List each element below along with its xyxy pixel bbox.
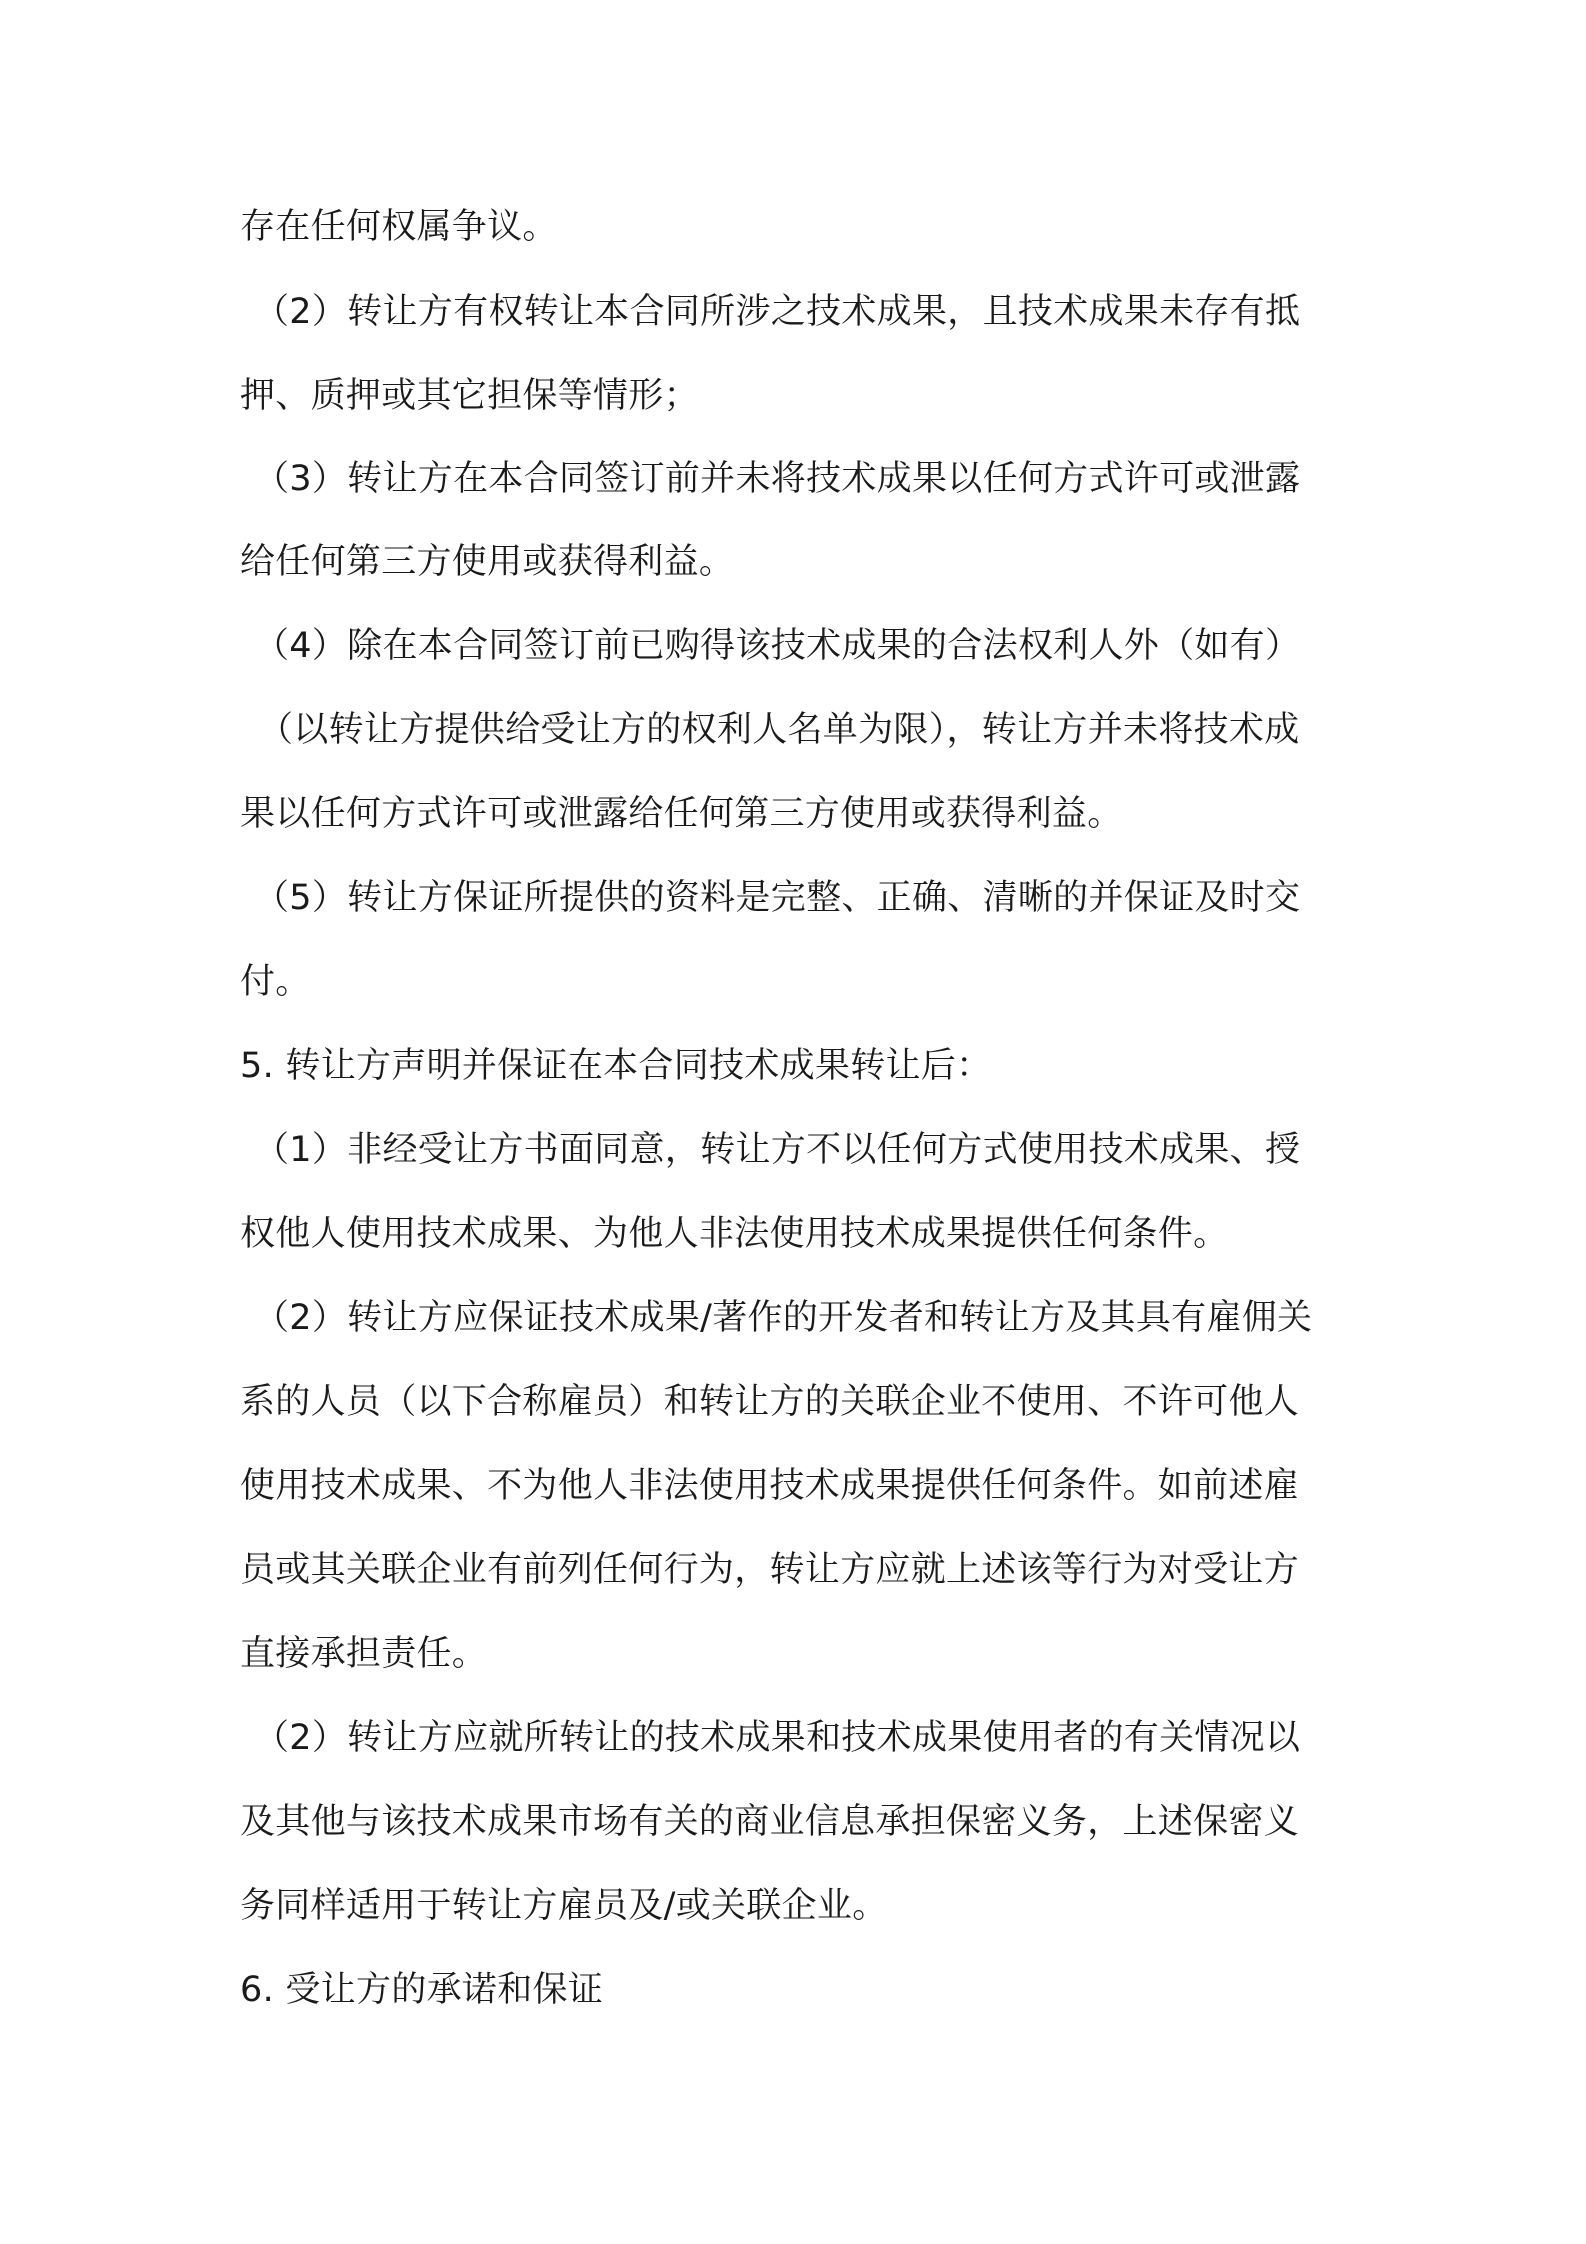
text-line: （3）转让方在本合同签订前并未将技术成果以任何方式许可或泄露 <box>254 459 1301 499</box>
text-line: （2）转让方应就所转让的技术成果和技术成果使用者的有关情况以 <box>254 1718 1301 1758</box>
text-line: 给任何第三方使用或获得利益。 <box>240 542 735 582</box>
text-line: 付。 <box>240 962 311 1002</box>
text-line: 果以任何方式许可或泄露给任何第三方使用或获得利益。 <box>240 794 1123 834</box>
text-line: 存在任何权属争议。 <box>240 207 558 247</box>
text-line: 直接承担责任。 <box>240 1634 488 1674</box>
text-line: 务同样适用于转让方雇员及/或关联企业。 <box>240 1886 888 1926</box>
text-line: 使用技术成果、不为他人非法使用技术成果提供任何条件。如前述雇 <box>240 1466 1300 1506</box>
text-line: （2）转让方有权转让本合同所涉之技术成果，且技术成果未存有抵 <box>254 292 1301 332</box>
text-line: 权他人使用技术成果、为他人非法使用技术成果提供任何条件。 <box>240 1214 1229 1254</box>
text-line: （1）非经受让方书面同意，转让方不以任何方式使用技术成果、授 <box>254 1130 1301 1170</box>
text-line: （2）转让方应保证技术成果/著作的开发者和转让方及其具有雇佣关 <box>254 1298 1313 1338</box>
text-line: 员或其关联企业有前列任何行为，转让方应就上述该等行为对受让方 <box>240 1550 1300 1590</box>
section-heading: 6. 受让方的承诺和保证 <box>240 1970 604 2010</box>
text-line: （5）转让方保证所提供的资料是完整、正确、清晰的并保证及时交 <box>254 878 1301 918</box>
text-line: 押、质押或其它担保等情形； <box>240 376 699 416</box>
text-line: 及其他与该技术成果市场有关的商业信息承担保密义务，上述保密义 <box>240 1802 1300 1842</box>
section-heading: 5. 转让方声明并保证在本合同技术成果转让后： <box>240 1046 992 1086</box>
text-line: （以转让方提供给受让方的权利人名单为限），转让方并未将技术成 <box>258 710 1300 750</box>
text-line: （4）除在本合同签订前已购得该技术成果的合法权利人外（如有） <box>254 626 1301 666</box>
text-line: 系的人员（以下合称雇员）和转让方的关联企业不使用、不许可他人 <box>240 1382 1300 1422</box>
